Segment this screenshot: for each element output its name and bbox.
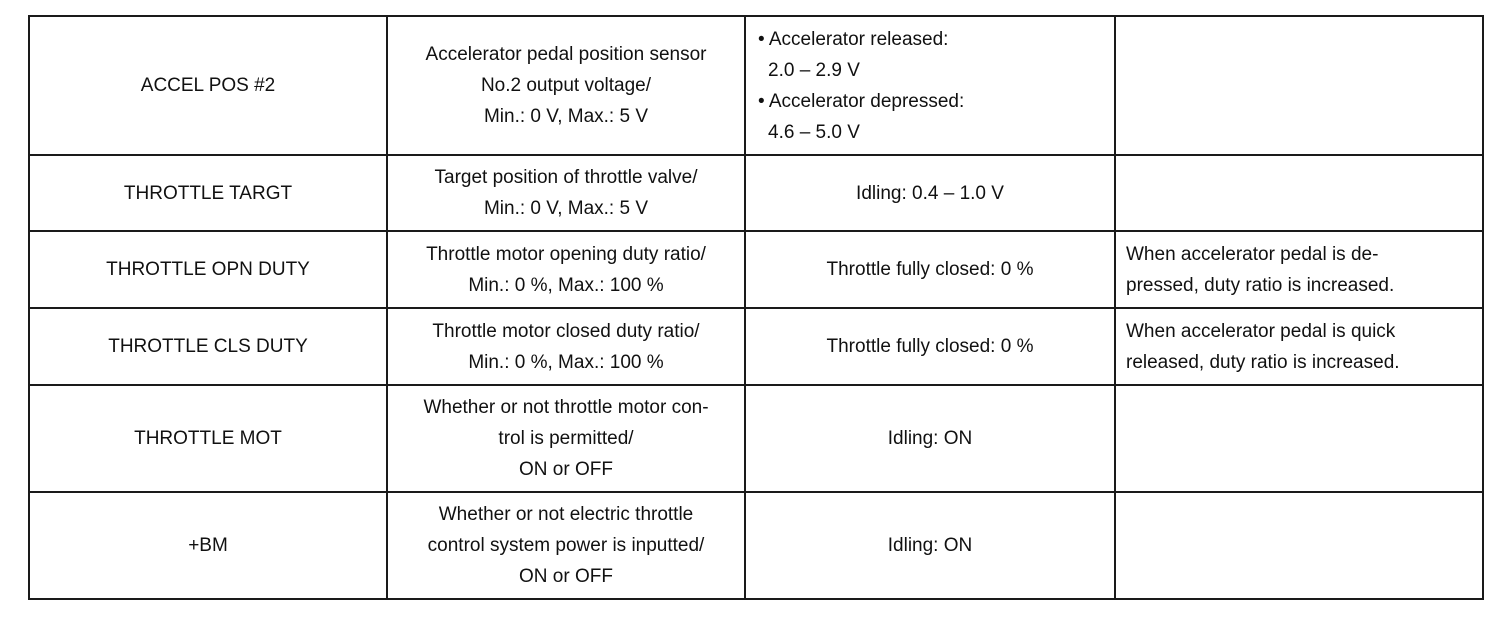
condition-line: Idling: ON bbox=[887, 428, 973, 449]
note-line: pressed, duty ratio is increased. bbox=[1126, 274, 1395, 296]
note-line: When accelerator pedal is quick bbox=[1126, 320, 1396, 342]
description-line: Whether or not throttle motor con- bbox=[423, 397, 709, 418]
description-cell bbox=[387, 492, 745, 599]
condition-cell bbox=[745, 385, 1115, 492]
item-cell bbox=[29, 308, 387, 385]
item-cell bbox=[29, 16, 387, 155]
condition-line: Idling: ON bbox=[887, 535, 973, 556]
table-row bbox=[29, 16, 1483, 155]
description-line: ON or OFF bbox=[519, 566, 613, 587]
table-row bbox=[29, 155, 1483, 231]
item-label: ACCEL POS #2 bbox=[140, 75, 276, 96]
condition-line: Throttle fully closed: 0 % bbox=[826, 336, 1034, 357]
note-cell bbox=[1115, 16, 1483, 155]
item-cell bbox=[29, 155, 387, 231]
description-line: Throttle motor closed duty ratio/ bbox=[432, 320, 700, 342]
condition-line: • Accelerator depressed: bbox=[758, 90, 965, 112]
item-label: THROTTLE MOT bbox=[134, 428, 282, 449]
description-line: trol is permitted/ bbox=[498, 428, 634, 449]
condition-cell bbox=[745, 308, 1115, 385]
item-label: +BM bbox=[188, 535, 228, 556]
description-line: Min.: 0 V, Max.: 5 V bbox=[483, 106, 649, 127]
note-cell bbox=[1115, 385, 1483, 492]
note-cell bbox=[1115, 308, 1483, 385]
description-line: No.2 output voltage/ bbox=[480, 75, 652, 96]
note-cell bbox=[1115, 492, 1483, 599]
table-row bbox=[29, 385, 1483, 492]
item-label: THROTTLE TARGT bbox=[123, 182, 293, 204]
condition-cell bbox=[745, 231, 1115, 308]
condition-line: 4.6 – 5.0 V bbox=[768, 121, 860, 143]
note-cell bbox=[1115, 155, 1483, 231]
condition-line: Idling: 0.4 – 1.0 V bbox=[856, 182, 1004, 204]
description-cell bbox=[387, 308, 745, 385]
description-line: ON or OFF bbox=[519, 459, 613, 480]
table-row bbox=[29, 231, 1483, 308]
description-line: Min.: 0 V, Max.: 5 V bbox=[483, 198, 649, 219]
condition-cell bbox=[745, 16, 1115, 155]
table-row bbox=[29, 308, 1483, 385]
condition-cell bbox=[745, 155, 1115, 231]
table-row bbox=[29, 492, 1483, 599]
description-line: Min.: 0 %, Max.: 100 % bbox=[468, 351, 664, 373]
description-cell bbox=[387, 385, 745, 492]
item-label: THROTTLE OPN DUTY bbox=[106, 259, 310, 280]
description-cell bbox=[387, 231, 745, 308]
note-line: released, duty ratio is increased. bbox=[1126, 351, 1400, 373]
description-line: control system power is inputted/ bbox=[427, 535, 705, 556]
diagnostic-data-table bbox=[28, 15, 1484, 600]
condition-line: Throttle fully closed: 0 % bbox=[826, 259, 1034, 280]
item-label: THROTTLE CLS DUTY bbox=[108, 336, 308, 357]
description-line: Throttle motor opening duty ratio/ bbox=[426, 243, 706, 265]
description-line: Min.: 0 %, Max.: 100 % bbox=[468, 274, 664, 296]
description-cell bbox=[387, 155, 745, 231]
description-line: Whether or not electric throttle bbox=[438, 504, 694, 525]
description-line: Accelerator pedal position sensor bbox=[425, 44, 707, 65]
condition-line: 2.0 – 2.9 V bbox=[768, 59, 860, 81]
description-cell bbox=[387, 16, 745, 155]
diagnostic-data-table-sheet bbox=[28, 15, 1458, 600]
note-cell bbox=[1115, 231, 1483, 308]
item-cell bbox=[29, 231, 387, 308]
note-line: When accelerator pedal is de- bbox=[1126, 243, 1379, 265]
description-line: Target position of throttle valve/ bbox=[434, 167, 698, 188]
item-cell bbox=[29, 492, 387, 599]
condition-cell bbox=[745, 492, 1115, 599]
condition-line: • Accelerator released: bbox=[758, 28, 949, 50]
item-cell bbox=[29, 385, 387, 492]
